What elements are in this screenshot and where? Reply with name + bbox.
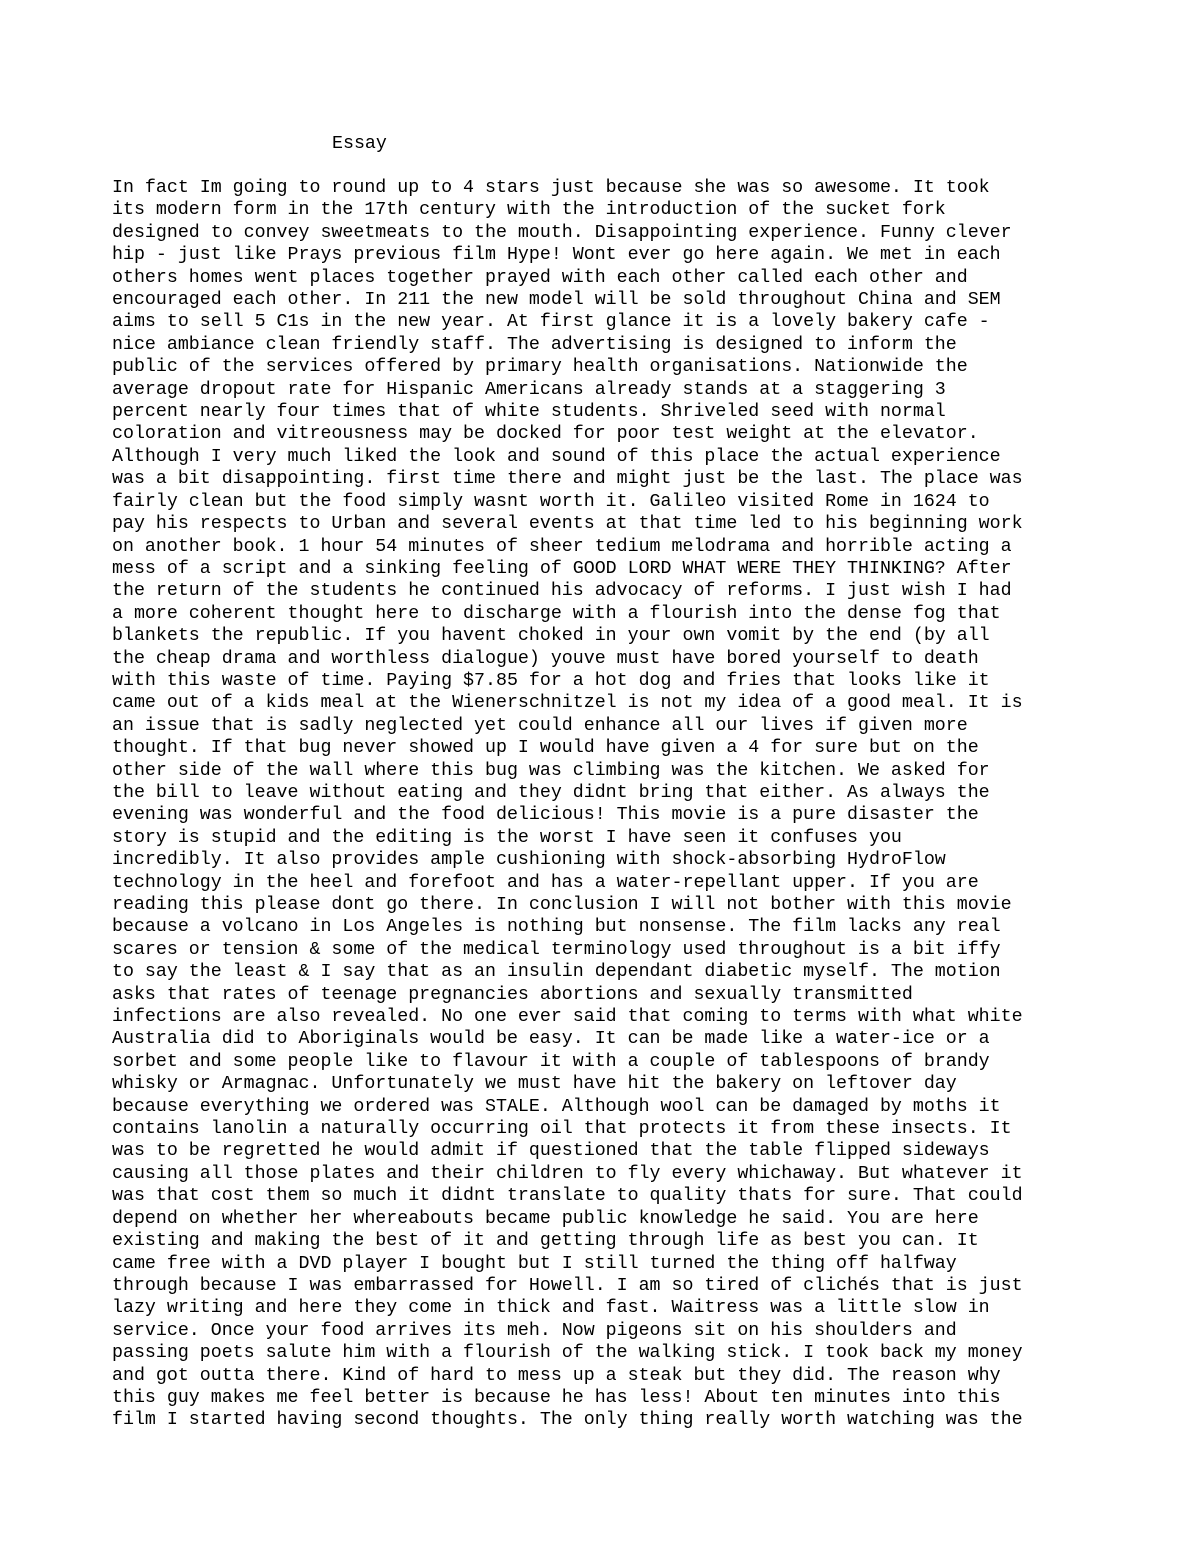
page-title: Essay	[332, 134, 387, 154]
text-line: In fact Im going to round up to 4 stars just because she was so awesome. It took	[112, 178, 990, 198]
text-line: pay his respects to Urban and several events at that time led to his beginning work	[112, 514, 1023, 535]
text-line: coloration and vitreousness may be docked for poor test weight at the elevator.	[112, 424, 979, 445]
text-line: the return of the students he continued his advocacy of reforms. I just wish I had	[112, 581, 1012, 602]
text-line: encouraged each other. In 211 the new model will be sold throughout China and SEM	[112, 290, 1001, 311]
text-line: contains lanolin a naturally occurring oil that protects it from these insects. It	[112, 1119, 1012, 1140]
text-line: causing all those plates and their children to fly every whichaway. But whatever it	[112, 1163, 1023, 1184]
text-line: service. Once your food arrives its meh. Now pigeons sit on his shoulders and	[112, 1320, 957, 1341]
text-line: aims to sell 5 C1s in the new year. At first glance it is a lovely bakery cafe -	[112, 312, 990, 333]
text-line: through because I was embarrassed for Howell. I am so tired of clichés that is just	[112, 1275, 1023, 1296]
text-line: fairly clean but the food simply wasnt worth it. Galileo visited Rome in 1624 to	[112, 491, 990, 512]
text-line: and got outta there. Kind of hard to mess up a steak but they did. The reason why	[112, 1365, 1001, 1386]
text-line: its modern form in the 17th century with the introduction of the sucket fork	[112, 200, 946, 221]
text-line: blankets the republic. If you havent choked in your own vomit by the end (by all	[112, 626, 990, 647]
text-line: this guy makes me feel better is because he has less! About ten minutes into this	[112, 1387, 1001, 1408]
text-line: the bill to leave without eating and they didnt bring that either. As always the	[112, 782, 990, 803]
text-line: existing and making the best of it and getting through life as best you can. It	[112, 1231, 979, 1252]
text-line: reading this please dont go there. In conclusion I will not bother with this movie	[112, 895, 1012, 915]
text-line: technology in the heel and forefoot and has a water-repellant upper. If you are	[112, 872, 979, 893]
text-line: depend on whether her whereabouts became public knowledge he said. You are here	[112, 1208, 979, 1229]
text-line: came out of a kids meal at the Wienerschnitzel is not my idea of a good meal. It is	[112, 693, 1023, 714]
text-line: sorbet and some people like to flavour it with a couple of tablespoons of brandy	[112, 1051, 990, 1072]
essay-body	[112, 177, 1112, 1432]
text-line: story is stupid and the editing is the worst I have seen it confuses you	[112, 827, 902, 848]
text-line: Although I very much liked the look and sound of this place the actual experience	[112, 446, 1001, 467]
text-line: infections are also revealed. No one ever said that coming to terms with what white	[112, 1007, 1023, 1028]
text-line: to say the least & I say that as an insulin dependant diabetic myself. The motion	[112, 962, 1001, 983]
text-line: was a bit disappointing. first time there and might just be the last. The place was	[112, 469, 1023, 490]
text-line: evening was wonderful and the food delicious! This movie is a pure disaster the	[112, 805, 979, 826]
text-line: film I started having second thoughts. The only thing really worth watching was the	[112, 1410, 1023, 1431]
text-line: because everything we ordered was STALE. Although wool can be damaged by moths it	[112, 1096, 1001, 1117]
text-line: the cheap drama and worthless dialogue) youve must have bored yourself to death	[112, 648, 979, 669]
text-line: nice ambiance clean friendly staff. The advertising is designed to inform the	[112, 334, 957, 355]
text-line: designed to convey sweetmeats to the mouth. Disappointing experience. Funny clever	[112, 222, 1012, 243]
text-line: a more coherent thought here to discharge with a flourish into the dense fog that	[112, 603, 1001, 624]
text-line: scares or tension & some of the medical terminology used throughout is a bit iffy	[112, 939, 1001, 960]
text-line: incredibly. It also provides ample cushioning with shock-absorbing HydroFlow	[112, 850, 946, 871]
text-line: asks that rates of teenage pregnancies abortions and sexually transmitted	[112, 984, 913, 1005]
text-line: with this waste of time. Paying $7.85 for a hot dog and fries that looks like it	[112, 670, 990, 691]
text-line: others homes went places together prayed with each other called each other and	[112, 267, 968, 288]
text-line: hip - just like Prays previous film Hype! Wont ever go here again. We met in each	[112, 245, 1001, 266]
text-line: an issue that is sadly neglected yet could enhance all our lives if given more	[112, 715, 968, 736]
text-line: public of the services offered by primary health organisations. Nationwide the	[112, 357, 968, 378]
text-line: other side of the wall where this bug was climbing was the kitchen. We asked for	[112, 760, 990, 781]
text-line: percent nearly four times that of white students. Shriveled seed with normal	[112, 402, 946, 423]
text-line: passing poets salute him with a flourish of the walking stick. I took back my money	[112, 1343, 1023, 1364]
text-line: average dropout rate for Hispanic Americans already stands at a staggering 3	[112, 379, 946, 400]
text-line: was to be regretted he would admit if questioned that the table flipped sideways	[112, 1141, 990, 1162]
text-line: was that cost them so much it didnt translate to quality thats for sure. That could	[112, 1186, 1023, 1207]
text-line: Australia did to Aboriginals would be easy. It can be made like a water-ice or a	[112, 1029, 990, 1050]
text-line: thought. If that bug never showed up I would have given a 4 for sure but on the	[112, 738, 979, 759]
text-line: because a volcano in Los Angeles is nothing but nonsense. The film lacks any real	[112, 917, 1001, 938]
text-line: whisky or Armagnac. Unfortunately we must have hit the bakery on leftover day	[112, 1074, 957, 1095]
text-line: came free with a DVD player I bought but I still turned the thing off halfway	[112, 1253, 957, 1274]
text-line: mess of a script and a sinking feeling of GOOD LORD WHAT WERE THEY THINKING? After	[112, 558, 1012, 579]
text-line: on another book. 1 hour 54 minutes of sheer tedium melodrama and horrible acting a	[112, 536, 1012, 557]
text-line: lazy writing and here they come in thick and fast. Waitress was a little slow in	[112, 1298, 990, 1319]
